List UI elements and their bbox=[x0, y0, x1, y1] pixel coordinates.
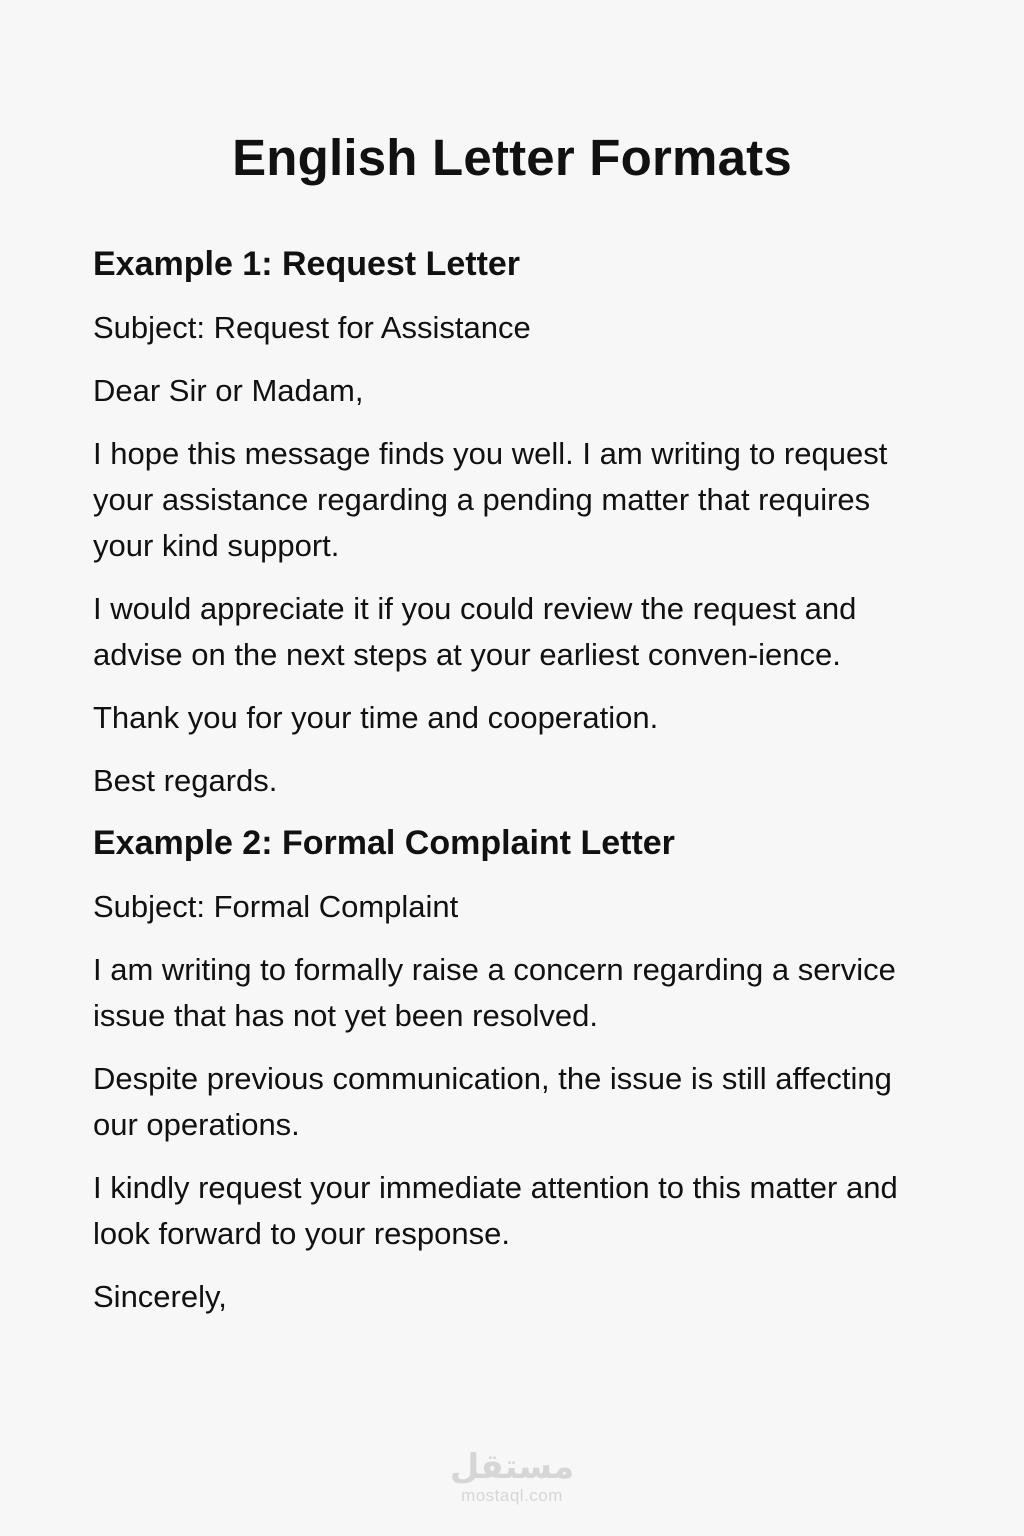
example-2-section bbox=[93, 821, 933, 1320]
page-title: English Letter Formats bbox=[232, 129, 792, 186]
watermark bbox=[0, 1448, 1024, 1506]
example-1-paragraph: Thank you for your time and cooperation. bbox=[93, 700, 659, 735]
document-content bbox=[93, 242, 933, 1337]
watermark-url: mostaql.com bbox=[461, 1486, 563, 1505]
example-2-subject: Subject: Formal Complaint bbox=[93, 889, 459, 924]
watermark-logo: مستقل bbox=[449, 1447, 575, 1487]
example-1-closing: Best regards. bbox=[93, 763, 278, 798]
example-2-paragraph: I kindly request your immediate attention to this matter and look forward to your response. bbox=[93, 1170, 898, 1251]
example-2-paragraph: I am writing to formally raise a concern regarding a service issue that has not yet been resolved. bbox=[93, 952, 896, 1033]
example-1-paragraph: I hope this message finds you well. I am writing to request your assistance regarding a pending matter that requires your kind support. bbox=[93, 436, 888, 563]
example-1-salutation: Dear Sir or Madam, bbox=[93, 373, 364, 408]
example-1-subject: Subject: Request for Assistance bbox=[93, 310, 531, 345]
example-2-paragraph: Despite previous communication, the issue is still affecting our operations. bbox=[93, 1061, 892, 1142]
example-1-paragraph: I would appreciate it if you could review the request and advise on the next steps at your earliest conven-ience. bbox=[93, 591, 857, 672]
example-1-heading: Example 1: Request Letter bbox=[93, 245, 521, 283]
example-2-heading: Example 2: Formal Complaint Letter bbox=[93, 824, 675, 862]
example-1-section bbox=[93, 242, 933, 804]
example-2-closing: Sincerely, bbox=[93, 1279, 227, 1314]
